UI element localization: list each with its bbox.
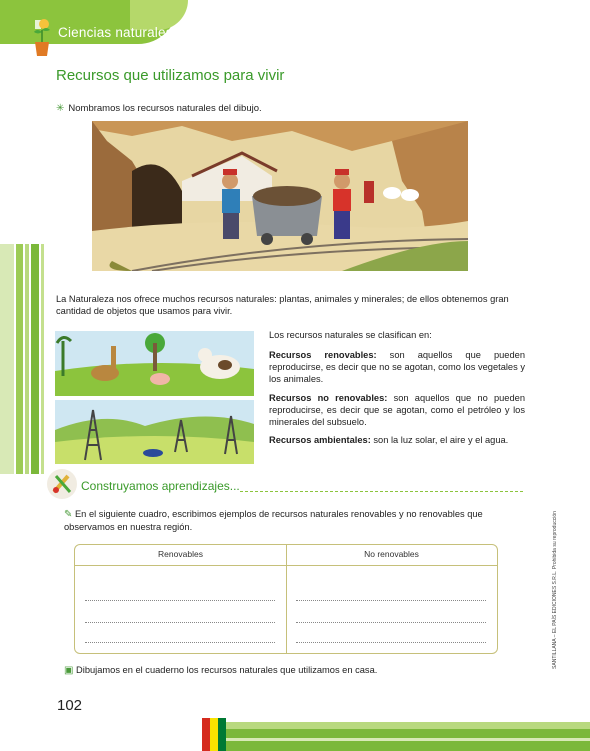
section-title: Construyamos aprendizajes... bbox=[81, 479, 240, 493]
answer-line[interactable] bbox=[85, 642, 275, 643]
instruction-3-text: Dibujamos en el cuaderno los recursos naturales que utilizamos en casa. bbox=[76, 665, 378, 675]
renewable-resources-illustration bbox=[55, 331, 254, 396]
copyright-text: SANTILLANA – EL PAÍS EDICIONES S.R.L. Prohibida su reproducción bbox=[552, 511, 558, 669]
footer-band-light bbox=[226, 722, 590, 729]
instruction-1 bbox=[56, 103, 262, 114]
sparkle-icon: ✳ bbox=[56, 103, 65, 114]
intro-paragraph: La Naturaleza nos ofrece muchos recursos naturales: plantas, animales y minerales; de ellos obtenemos gran cantidad de objetos que usamos para vivir. bbox=[56, 294, 509, 316]
footer-band-stripe bbox=[226, 738, 590, 741]
page-number: 102 bbox=[57, 697, 83, 714]
side-stripe bbox=[31, 244, 39, 474]
classification-intro: Los recursos naturales se clasifican en: bbox=[269, 330, 432, 340]
instruction-1-text: Nombramos los recursos naturales del dibujo. bbox=[68, 103, 262, 114]
ambient-definition bbox=[269, 434, 525, 446]
side-stripe bbox=[25, 244, 29, 474]
ambient-text: son la luz solar, el aire y el agua. bbox=[370, 435, 509, 445]
header-nonrenewables: No renovables bbox=[364, 549, 419, 559]
header-renewables: Renovables bbox=[158, 549, 203, 559]
side-stripe bbox=[0, 244, 14, 474]
side-stripe bbox=[41, 244, 44, 474]
nonrenewable-resources-illustration bbox=[55, 400, 254, 464]
instruction-3 bbox=[64, 665, 377, 676]
flag-red-band bbox=[202, 718, 210, 751]
ambient-term: Recursos ambientales: bbox=[269, 435, 371, 445]
answer-line[interactable] bbox=[296, 622, 486, 623]
page-title: Recursos que utilizamos para vivir bbox=[56, 67, 285, 84]
resources-table bbox=[74, 544, 498, 654]
tools-icon bbox=[46, 468, 78, 500]
renewable-definition bbox=[269, 349, 525, 385]
instruction-2-text: En el siguiente cuadro, escribimos ejemplos de recursos naturales renovables y no renovables que observamos en nuestra región. bbox=[64, 509, 483, 532]
section-divider bbox=[240, 491, 523, 492]
renewable-text: son aquellos que pueden reproducirse, es decir que no se agotan, como los vegetales y los animales. bbox=[269, 350, 525, 384]
answer-line[interactable] bbox=[85, 600, 275, 601]
table-column-divider bbox=[286, 545, 287, 653]
notebook-icon: ▣ bbox=[64, 665, 74, 676]
instruction-2 bbox=[64, 508, 524, 534]
nonrenewable-text: son aquellos que no pueden reproducirse, es decir que se agotan, como el petróleo y los minerales del subsuelo. bbox=[269, 393, 525, 427]
nonrenewable-definition bbox=[269, 392, 525, 428]
write-icon: ✎ bbox=[64, 509, 73, 520]
answer-line[interactable] bbox=[296, 642, 486, 643]
side-stripe bbox=[16, 244, 23, 474]
nonrenewable-term: Recursos no renovables: bbox=[269, 393, 388, 403]
plant-pot-icon bbox=[32, 18, 52, 58]
answer-line[interactable] bbox=[85, 622, 275, 623]
copyright-note bbox=[548, 507, 558, 677]
mining-scene-illustration bbox=[92, 121, 468, 271]
flag-green-band bbox=[218, 718, 226, 751]
answer-line[interactable] bbox=[296, 600, 486, 601]
renewable-term: Recursos renovables: bbox=[269, 350, 377, 360]
flag-yellow-band bbox=[210, 718, 218, 751]
section-name: Ciencias naturales bbox=[58, 25, 173, 40]
